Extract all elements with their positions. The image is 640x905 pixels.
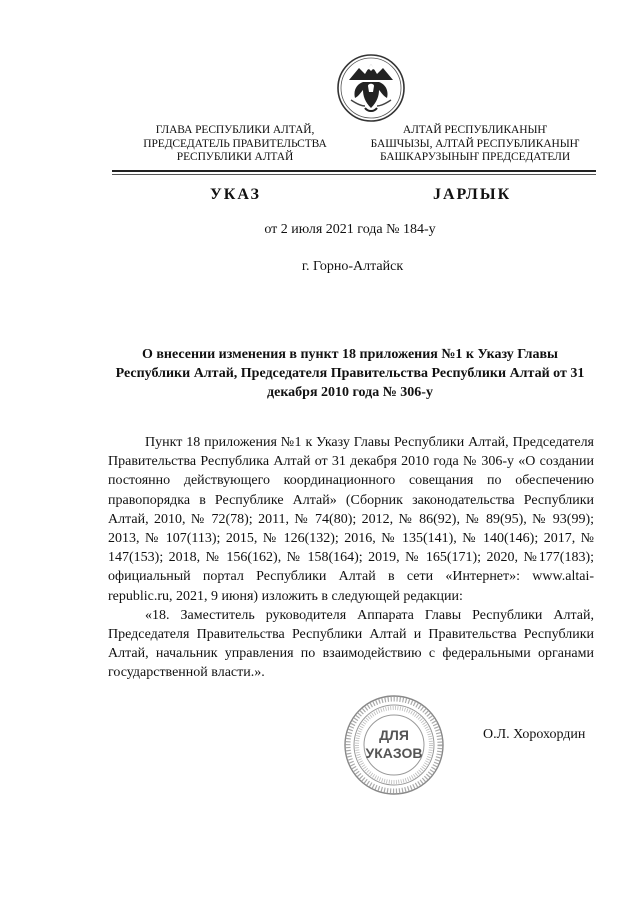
document-type-altai: ЈАРЛЫК (433, 186, 512, 203)
header-divider-thin (112, 174, 596, 175)
authority-title-altai (355, 124, 595, 165)
authority-title-russian (120, 124, 350, 165)
authority-left-line-3: РЕСПУБЛИКИ АЛТАЙ (176, 151, 294, 163)
body-paragraph: Пункт 18 приложения №1 к Указу Главы Республики Алтай, Председателя Правительства Республика Алтай от 31 декабря 2010 года № 306-у «О создании постоянно действующего координационного совещания по обеспечению правопорядка в Республике Алтай» (Сборник законодательства Республики Алтай, 2010, № 72(78); 2011, № 74(80); 2012, № 86(92), № 89(95), № 93(99); 2013, № 107(113); 2015, № 126(132); 2016, № 135(141), № 140(146); 2017, № 147(153); 2018, № 156(162), № 158(164); 2019, № 165(171); 2020, №177(183); официальный портал Республики Алтай в сети «Интернет»: www.altai-republic.ru, 2021, 9 июня) изложить в следующей редакции: (108, 435, 594, 604)
signatory-name: О.Л. Хорохордин (483, 727, 586, 742)
document-date-number: от 2 июля 2021 года № 184-у (264, 222, 436, 237)
stamp-text-line-2: УКАЗОВ (365, 745, 423, 761)
document-title: О внесении изменения в пункт 18 приложения №1 к Указу Главы Республики Алтай, Председателя Правительства Республики Алтай от 31 декабря 2010 года № 306-у (115, 347, 585, 400)
body-paragraph: «18. Заместитель руководителя Аппарата Главы Республики Алтай, Председателя Правительства Республики Алтай и Правительства Республики Алтай, начальник управления по взаимодействию с федеральными органами государственной власти.». (108, 607, 594, 681)
authority-right-line-2: БАШЧЫЗЫ, АЛТАЙ РЕСПУБЛИКАНЫҤ (370, 137, 580, 150)
authority-right-line-3: БАШКАРУЗЫНЫҤ ПРЕДСЕДАТЕЛИ (379, 151, 571, 163)
altai-republic-coat-of-arms-icon (335, 52, 407, 124)
authority-right-line-1: АЛТАЙ РЕСПУБЛИКАНЫҤ (402, 124, 548, 136)
document-body (108, 433, 594, 683)
header-divider-thick (112, 170, 596, 172)
authority-left-line-1: ГЛАВА РЕСПУБЛИКИ АЛТАЙ, (155, 124, 315, 136)
document-type-russian: УКАЗ (210, 186, 261, 203)
official-stamp (343, 694, 445, 796)
document-place: г. Горно-Алтайск (301, 259, 404, 274)
stamp-text-line-1: ДЛЯ (379, 727, 409, 743)
authority-left-line-2: ПРЕДСЕДАТЕЛЬ ПРАВИТЕЛЬСТВА (143, 137, 327, 150)
